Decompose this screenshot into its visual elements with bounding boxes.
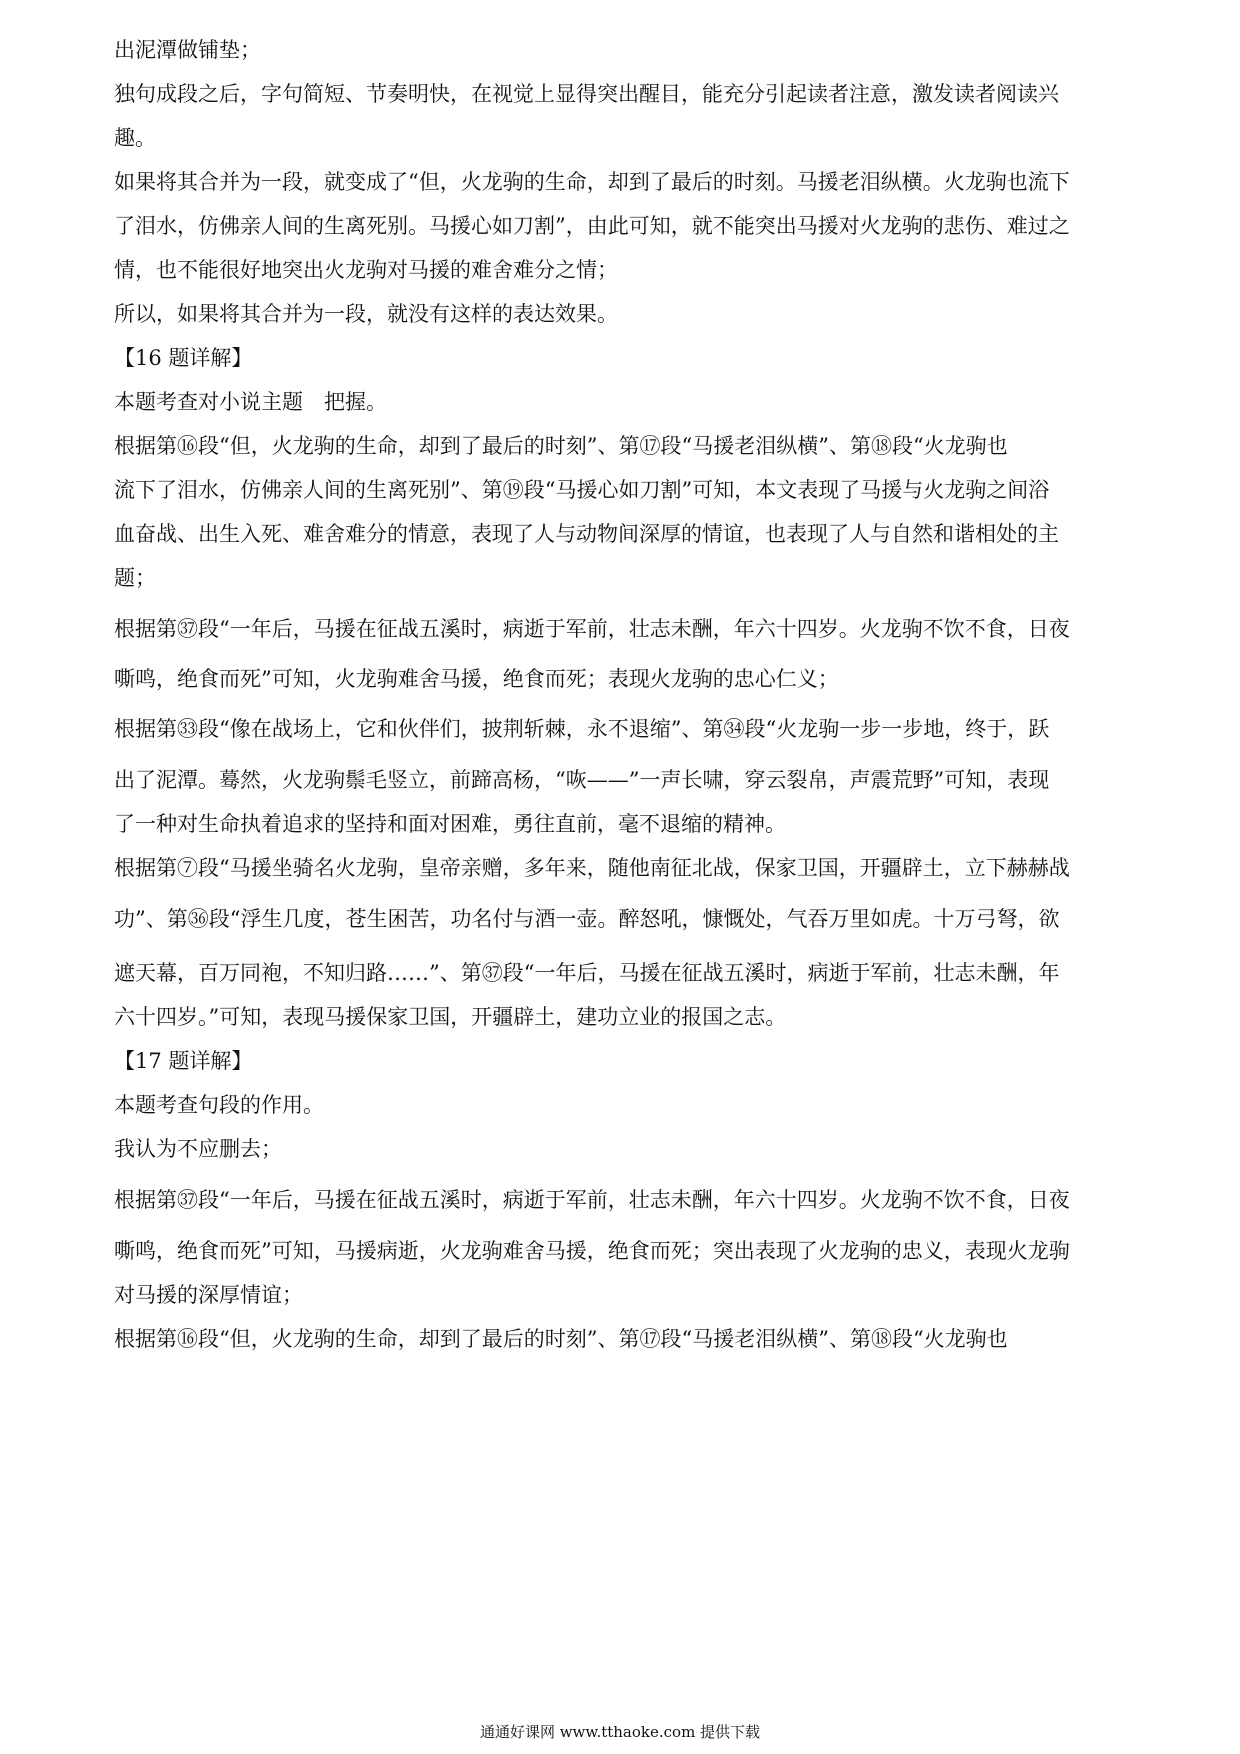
text-line: 根据第㊲段“一年后，马援在征战五溪时，病逝于军前，壮志未酬，年六十四岁。火龙驹不饮不食，日夜 [114,1188,1070,1212]
text-line: 根据第㊲段“一年后，马援在征战五溪时，病逝于军前，壮志未酬，年六十四岁。火龙驹不饮不食，日夜 [114,617,1070,641]
text-line: 了泪水，仿佛亲人间的生离死别。马援心如刀割”，由此可知，就不能突出马援对火龙驹的悲伤、难过之 [114,214,1070,238]
text-line: 出了泥潭。蓦然，火龙驹鬃毛竖立，前蹄高杨，“咴——”一声长啸，穿云裂帛，声震荒野”可知，表现 [114,768,1050,792]
text-line: 了一种对生命执着追求的坚持和面对困难，勇往直前，毫不退缩的精神。 [114,812,786,836]
text-line: 根据第⑦段“马援坐骑名火龙驹，皇帝亲赠，多年来，随他南征北战，保家卫国，开疆辟土，立下赫赫战 [114,856,1070,880]
text-line: 出泥潭做铺垫； [114,38,261,62]
text-line: 本题考查对小说主题 把握。 [114,390,387,414]
text-line: 功”、第㊱段“浮生几度，苍生困苦，功名付与酒一壶。醉怒吼，慷慨处，气吞万里如虎。十万弓弩，欲 [114,907,1060,931]
text-line: 血奋战、出生入死、难舍难分的情意，表现了人与动物间深厚的情谊，也表现了人与自然和谐相处的主 [114,522,1059,546]
document-body [114,40,1126,1350]
text-line: 独句成段之后，字句简短、节奏明快，在视觉上显得突出醒目，能充分引起读者注意，激发读者阅读兴 [114,82,1059,106]
text-line: 如果将其合并为一段，就变成了“但，火龙驹的生命，却到了最后的时刻。马援老泪纵横。火龙驹也流下 [114,170,1070,194]
text-line: 流下了泪水，仿佛亲人间的生离死别”、第⑲段“马援心如刀割”可知，本文表现了马援与火龙驹之间浴 [114,478,1050,502]
text-line: 对马援的深厚情谊； [114,1283,303,1307]
text-line: 所以，如果将其合并为一段，就没有这样的表达效果。 [114,302,618,326]
text-line: 六十四岁。”可知，表现马援保家卫国，开疆辟土，建功立业的报国之志。 [114,1005,787,1029]
text-line: 本题考查句段的作用。 [114,1093,324,1117]
text-line: 我认为不应删去； [114,1137,282,1161]
section-heading: 【16 题详解】 [114,346,253,370]
text-line: 趣。 [114,126,156,150]
text-line: 根据第⑯段“但，火龙驹的生命，却到了最后的时刻”、第⑰段“马援老泪纵横”、第⑱段“火龙驹也 [114,1327,1008,1351]
text-line: 根据第㉝段“像在战场上，它和伙伴们，披荆斩棘，永不退缩”、第㉞段“火龙驹一步一步地，终于，跃 [114,717,1050,741]
text-line: 根据第⑯段“但，火龙驹的生命，却到了最后的时刻”、第⑰段“马援老泪纵横”、第⑱段“火龙驹也 [114,434,1008,458]
text-line: 题； [114,566,156,590]
text-line: 情，也不能很好地突出火龙驹对马援的难舍难分之情； [114,258,618,282]
section-heading: 【17 题详解】 [114,1049,253,1073]
text-line: 嘶鸣，绝食而死”可知，火龙驹难舍马援，绝食而死；表现火龙驹的忠心仁义； [114,667,839,691]
page-footer: 通通好课网 www.tthaoke.com 提供下载 [479,1723,761,1741]
text-line: 遮天幕，百万同袍，不知归路……”、第㊲段“一年后，马援在征战五溪时，病逝于军前，壮志未酬，年 [114,961,1060,985]
text-line: 嘶鸣，绝食而死”可知，马援病逝，火龙驹难舍马援，绝食而死；突出表现了火龙驹的忠义，表现火龙驹 [114,1239,1070,1263]
